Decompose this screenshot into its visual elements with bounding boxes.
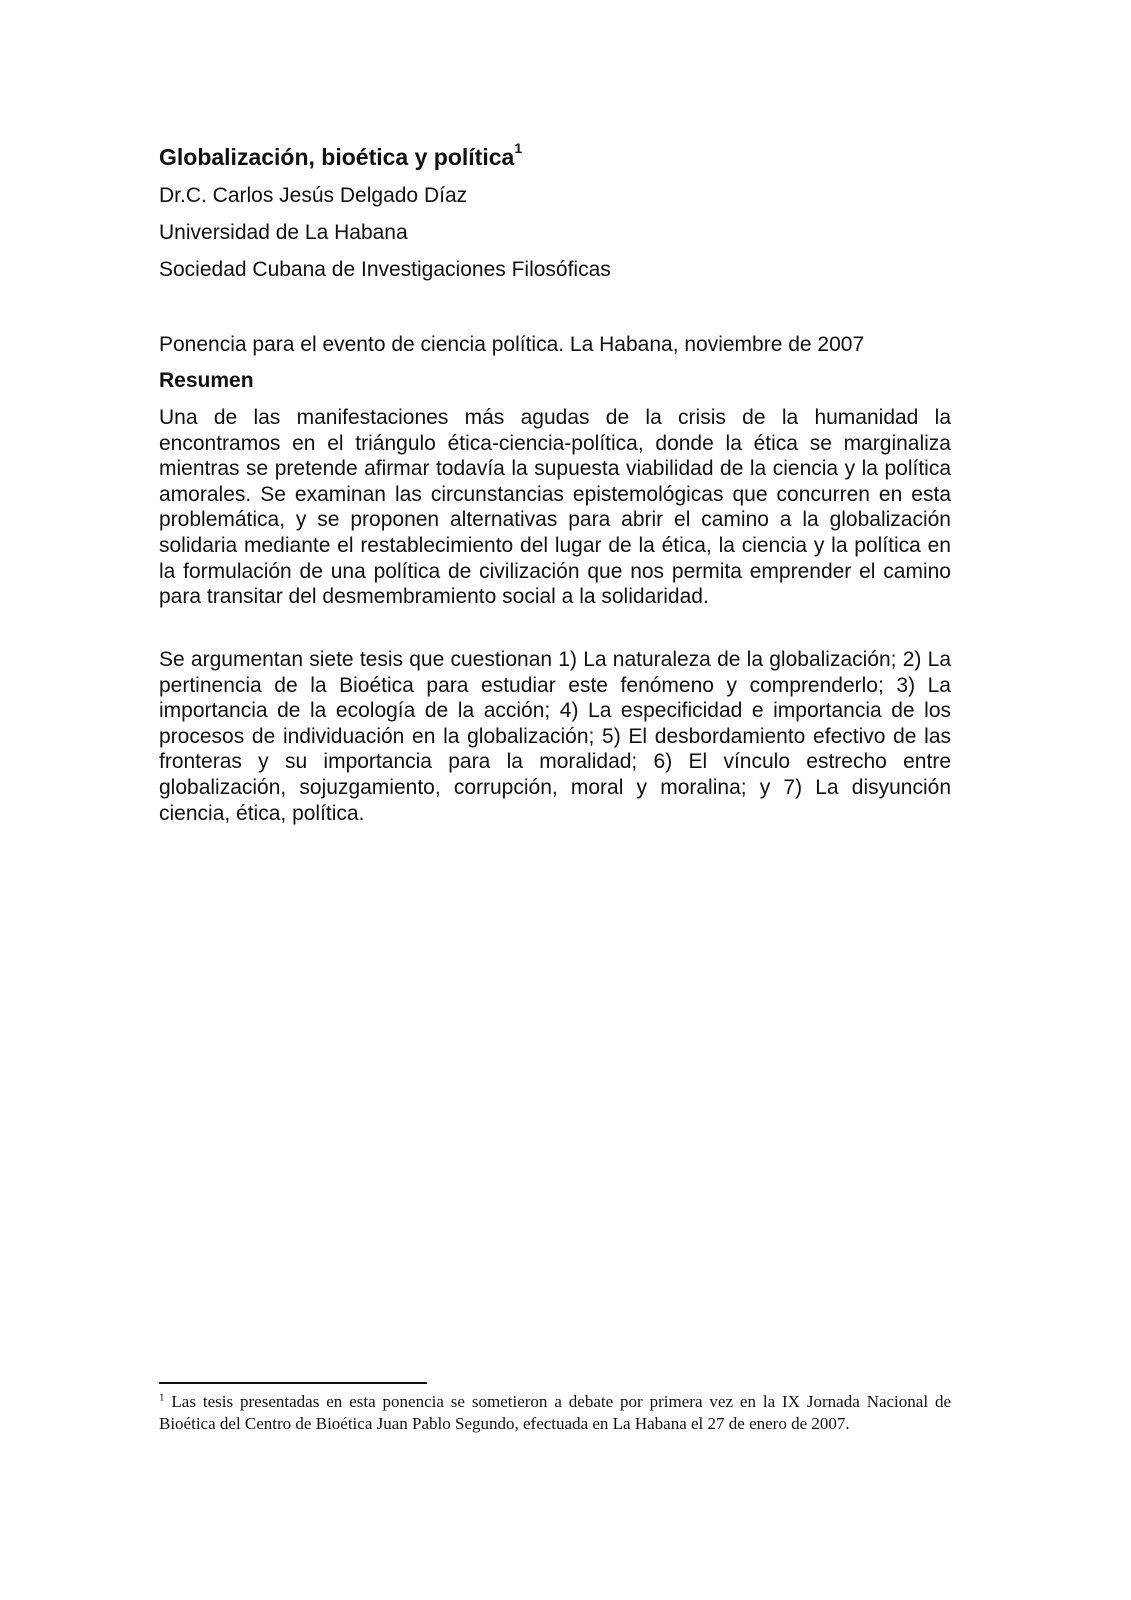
footnote-reference[interactable]: 1: [514, 140, 523, 157]
footnote: [159, 1391, 951, 1435]
document-title-text: Globalización, bioética y política: [159, 144, 515, 170]
footnote-text: Las tesis presentadas en esta ponencia se sometieron a debate por primera vez en la IX Jornada Nacional de Bioética del Centro de Bioética Juan Pablo Segundo, efectuada en La Habana el 27 de enero de 2007.: [159, 1392, 952, 1433]
footnote-separator: [159, 1382, 427, 1384]
event-line: Ponencia para el evento de ciencia política. La Habana, noviembre de 2007: [159, 333, 865, 356]
affiliation-society: Sociedad Cubana de Investigaciones Filosóficas: [159, 258, 611, 281]
abstract-paragraph-2: Se argumentan siete tesis que cuestionan 1) La naturaleza de la globalización; 2) La pertinencia de la Bioética para estudiar este fenómeno y comprenderlo; 3) La importancia de la ecología de la acción; 4) La especificidad e importancia de los procesos de individuación en la globalización; 5) El desbordamiento efectivo de las fronteras y su importancia para la moralidad; 6) El vínculo estrecho entre globalización, sojuzgamiento, corrupción, moral y moralina; y 7) La disyunción ciencia, ética, política.: [159, 648, 951, 825]
abstract-heading: Resumen: [159, 369, 254, 392]
footnote-marker: 1: [159, 1391, 165, 1404]
document-title: [159, 142, 522, 172]
author-name: Dr.C. Carlos Jesús Delgado Díaz: [159, 184, 468, 207]
affiliation-university: Universidad de La Habana: [159, 221, 408, 244]
abstract-paragraph-1: Una de las manifestaciones más agudas de la crisis de la humanidad la encontramos en el triángulo ética-ciencia-política, donde la ética se marginaliza mientras se pretende afirmar todavía la supuesta viabilidad de la ciencia y la política amorales. Se examinan las circunstancias epistemológicas que concurren en esta problemática, y se proponen alternativas para abrir el camino a la globalización solidaria mediante el restablecimiento del lugar de la ética, la ciencia y la política en la formulación de una política de civilización que nos permita emprender el camino para transitar del desmembramiento social a la solidaridad.: [159, 406, 951, 609]
